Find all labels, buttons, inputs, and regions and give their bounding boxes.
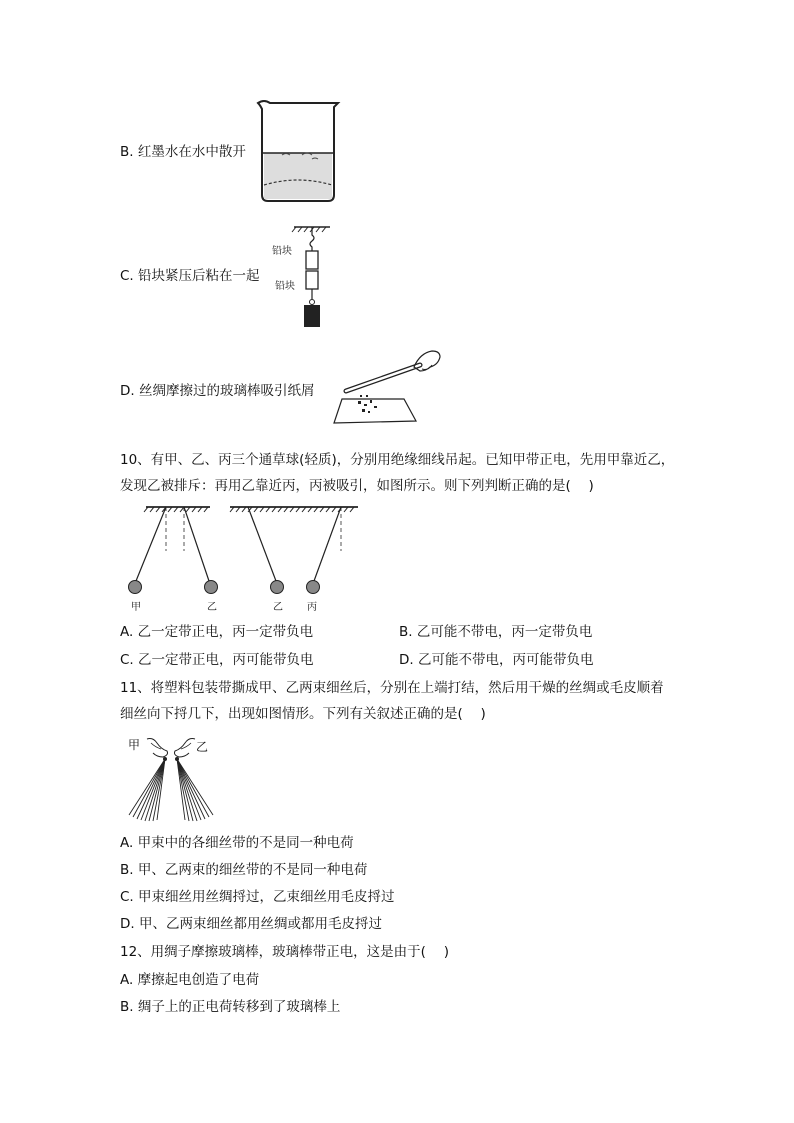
pith-balls-figure bbox=[118, 503, 363, 603]
fig-label-yi-1: 乙 bbox=[207, 602, 217, 613]
q9-option-c: C. 铅块紧压后粘在一起 bbox=[120, 268, 260, 284]
q11-stem-line1: 11、将塑料包装带撕成甲、乙两束细丝后，分别在上端打结，然后用干燥的丝绸或毛皮顺着 bbox=[120, 680, 664, 696]
q12-option-b: B. 绸子上的正电荷转移到了玻璃棒上 bbox=[120, 999, 341, 1015]
q10-option-b: B. 乙可能不带电，丙一定带负电 bbox=[399, 624, 593, 640]
q11-option-d: D. 甲、乙两束细丝都用丝绸或都用毛皮捋过 bbox=[120, 916, 382, 932]
beaker-figure bbox=[250, 95, 345, 205]
q10-stem-line1: 10、有甲、乙、丙三个通草球(轻质)，分别用绝缘细线吊起。已知甲带正电，先用甲靠近乙， bbox=[120, 452, 675, 468]
fig-label-jia-strips: 甲 bbox=[128, 738, 141, 752]
q10-stem-line2: 发现乙被排斥：再用乙靠近丙，丙被吸引，如图所示。则下列判断正确的是( ) bbox=[120, 478, 594, 494]
glass-rod-paper-figure bbox=[330, 345, 445, 430]
q12-stem: 12、用绸子摩擦玻璃棒，玻璃棒带正电，这是由于( ) bbox=[120, 944, 450, 960]
fig-label-bing: 丙 bbox=[307, 602, 317, 613]
q11-stem-line2: 细丝向下捋几下，出现如图情形。下列有关叙述正确的是( ) bbox=[120, 706, 486, 722]
q11-option-a: A. 甲束中的各细丝带的不是同一种电荷 bbox=[120, 835, 354, 851]
fig-label-yi-strips: 乙 bbox=[196, 740, 209, 754]
q12-option-a: A. 摩擦起电创造了电荷 bbox=[120, 972, 260, 988]
lead-label-bottom: 铅块 bbox=[275, 281, 295, 292]
lead-blocks-figure bbox=[292, 225, 332, 335]
q11-option-b: B. 甲、乙两束的细丝带的不是同一种电荷 bbox=[120, 862, 368, 878]
q9-option-b: B. 红墨水在水中散开 bbox=[120, 144, 246, 160]
q11-option-c: C. 甲束细丝用丝绸捋过，乙束细丝用毛皮捋过 bbox=[120, 889, 395, 905]
q10-option-c: C. 乙一定带正电，丙可能带负电 bbox=[120, 652, 314, 668]
q10-option-a: A. 乙一定带正电，丙一定带负电 bbox=[120, 624, 314, 640]
lead-label-top: 铅块 bbox=[272, 246, 292, 257]
q10-option-d: D. 乙可能不带电，丙可能带负电 bbox=[399, 652, 594, 668]
q9-option-d: D. 丝绸摩擦过的玻璃棒吸引纸屑 bbox=[120, 383, 315, 399]
fig-label-jia: 甲 bbox=[131, 602, 141, 613]
fig-label-yi-2: 乙 bbox=[273, 602, 283, 613]
